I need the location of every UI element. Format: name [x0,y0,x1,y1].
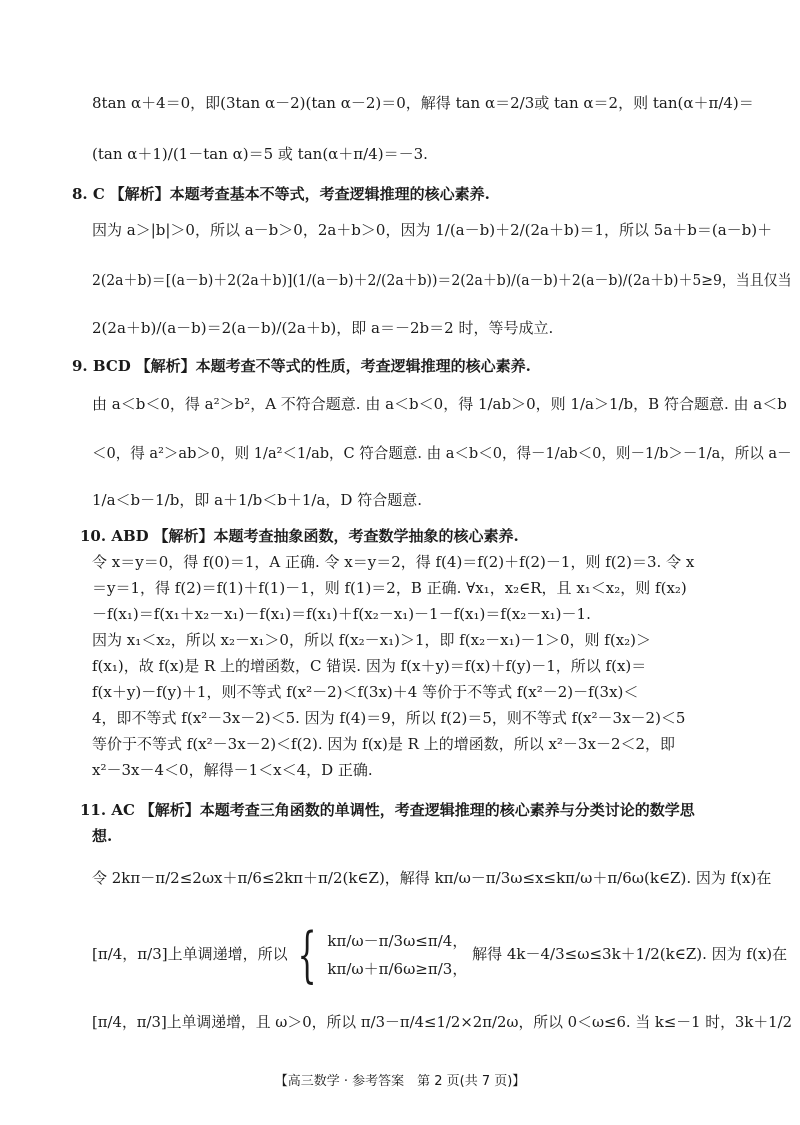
question-11-heading [80,800,695,820]
text-line: 8tan α＋4＝0，即(3tan α－2)(tan α－2)＝0，解得 tan α＝2/3或 tan α＝2，则 tan(α＋π/4)＝ [92,94,754,112]
text-line: ＝y＝1，得 f(2)＝f(1)＋f(1)－1，则 f(1)＝2，B 正确. ∀x₁，x₂∈R，且 x₁＜x₂，则 f(x₂) [92,579,687,597]
question-number: 9. BCD [72,357,131,375]
text-line: (tan α＋1)/(1－tan α)＝5 或 tan(α＋π/4)＝－3. [92,145,428,163]
text-line: 2(2a＋b)＝[(a－b)＋2(2a＋b)](1/(a－b)＋2/(2a＋b))＝2(2a＋b)/(a－b)＋2(a－b)/(2a＋b)＋5≥9，当且仅当 [92,271,792,289]
analysis-label: 【解析】本题考查基本不等式，考查逻辑推理的核心素养. [109,185,490,203]
analysis-label: 【解析】本题考查三角函数的单调性，考查逻辑推理的核心素养与分类讨论的数学思 [139,801,695,819]
inequality-system [327,931,467,979]
question-10-heading [80,526,519,546]
question-number: 10. ABD [80,527,149,545]
text-line: 令 x＝y＝0，得 f(0)＝1，A 正确. 令 x＝y＝2，得 f(4)＝f(2)＋f(2)－1，则 f(2)＝3. 令 x [92,553,695,571]
inequality: kπ/ω＋π/6ω≥π/3， [327,960,468,978]
page-footer: 【高三数学 · 参考答案 第 2 页(共 7 页)】 [274,1074,526,1089]
text-line: 因为 x₁＜x₂，所以 x₂－x₁＞0，所以 f(x₂－x₁)＞1，即 f(x₂－x₁)－1＞0，则 f(x₂)＞ [92,631,652,649]
text-line: 1/a＜b－1/b，即 a＋1/b＜b＋1/a，D 符合题意. [92,491,422,509]
text-line: 4，即不等式 f(x²－3x－2)＜5. 因为 f(4)＝9，所以 f(2)＝5，则不等式 f(x²－3x－2)＜5 [92,709,686,727]
text-line: 因为 a＞|b|＞0，所以 a－b＞0，2a＋b＞0，因为 1/(a－b)＋2/(2a＋b)＝1，所以 5a＋b＝(a－b)＋ [92,221,773,239]
text-line: f(x₁)，故 f(x)是 R 上的增函数，C 错误. 因为 f(x＋y)＝f(x)＋f(y)－1，所以 f(x)＝ [92,657,647,675]
text-line: 由 a＜b＜0，得 a²＞b²，A 不符合题意. 由 a＜b＜0，得 1/ab＞0，则 1/a＞1/b，B 符合题意. 由 a＜b [92,395,787,413]
system-line [92,920,788,990]
text-line: －f(x₁)＝f(x₁＋x₂－x₁)－f(x₁)＝f(x₁)＋f(x₂－x₁)－1－f(x₁)＝f(x₂－x₁)－1. [92,605,591,623]
text-line: 2(2a＋b)/(a－b)＝2(a－b)/(2a＋b)，即 a＝－2b＝2 时，等号成立. [92,319,554,337]
text-line: 等价于不等式 f(x²－3x－2)＜f(2). 因为 f(x)是 R 上的增函数，所以 x²－3x－2＜2，即 [92,735,676,753]
text-segment: 解得 4k－4/3≤ω≤3k＋1/2(k∈Z). 因为 f(x)在 [472,945,788,963]
text-line: ＜0，得 a²＞ab＞0，则 1/a²＜1/ab，C 符合题意. 由 a＜b＜0，得－1/ab＜0，则－1/b＞－1/a，所以 a－ [92,444,792,462]
analysis-label: 【解析】本题考查不等式的性质，考查逻辑推理的核心素养. [135,357,531,375]
left-brace: { [297,920,318,990]
text-line: 令 2kπ－π/2≤2ωx＋π/6≤2kπ＋π/2(k∈Z)，解得 kπ/ω－π/3ω≤x≤kπ/ω＋π/6ω(k∈Z). 因为 f(x)在 [92,869,772,887]
question-8-heading [72,184,490,204]
question-9-heading [72,356,531,376]
text-line: x²－3x－4＜0，解得－1＜x＜4，D 正确. [92,761,373,779]
question-number: 11. AC [80,801,135,819]
analysis-label: 【解析】本题考查抽象函数，考查数学抽象的核心素养. [153,527,519,545]
text-line: 想. [92,827,113,845]
text-line: f(x＋y)－f(y)＋1，则不等式 f(x²－2)＜f(3x)＋4 等价于不等式 f(x²－2)－f(3x)＜ [92,683,639,701]
text-line: [π/4，π/3]上单调递增，且 ω＞0，所以 π/3－π/4≤1/2×2π/2ω，所以 0＜ω≤6. 当 k≤－1 时，3k＋1/2 [92,1013,793,1031]
inequality: kπ/ω－π/3ω≤π/4， [327,932,468,950]
text-segment: [π/4，π/3]上单调递增，所以 [92,945,288,963]
question-number: 8. C [72,185,105,203]
